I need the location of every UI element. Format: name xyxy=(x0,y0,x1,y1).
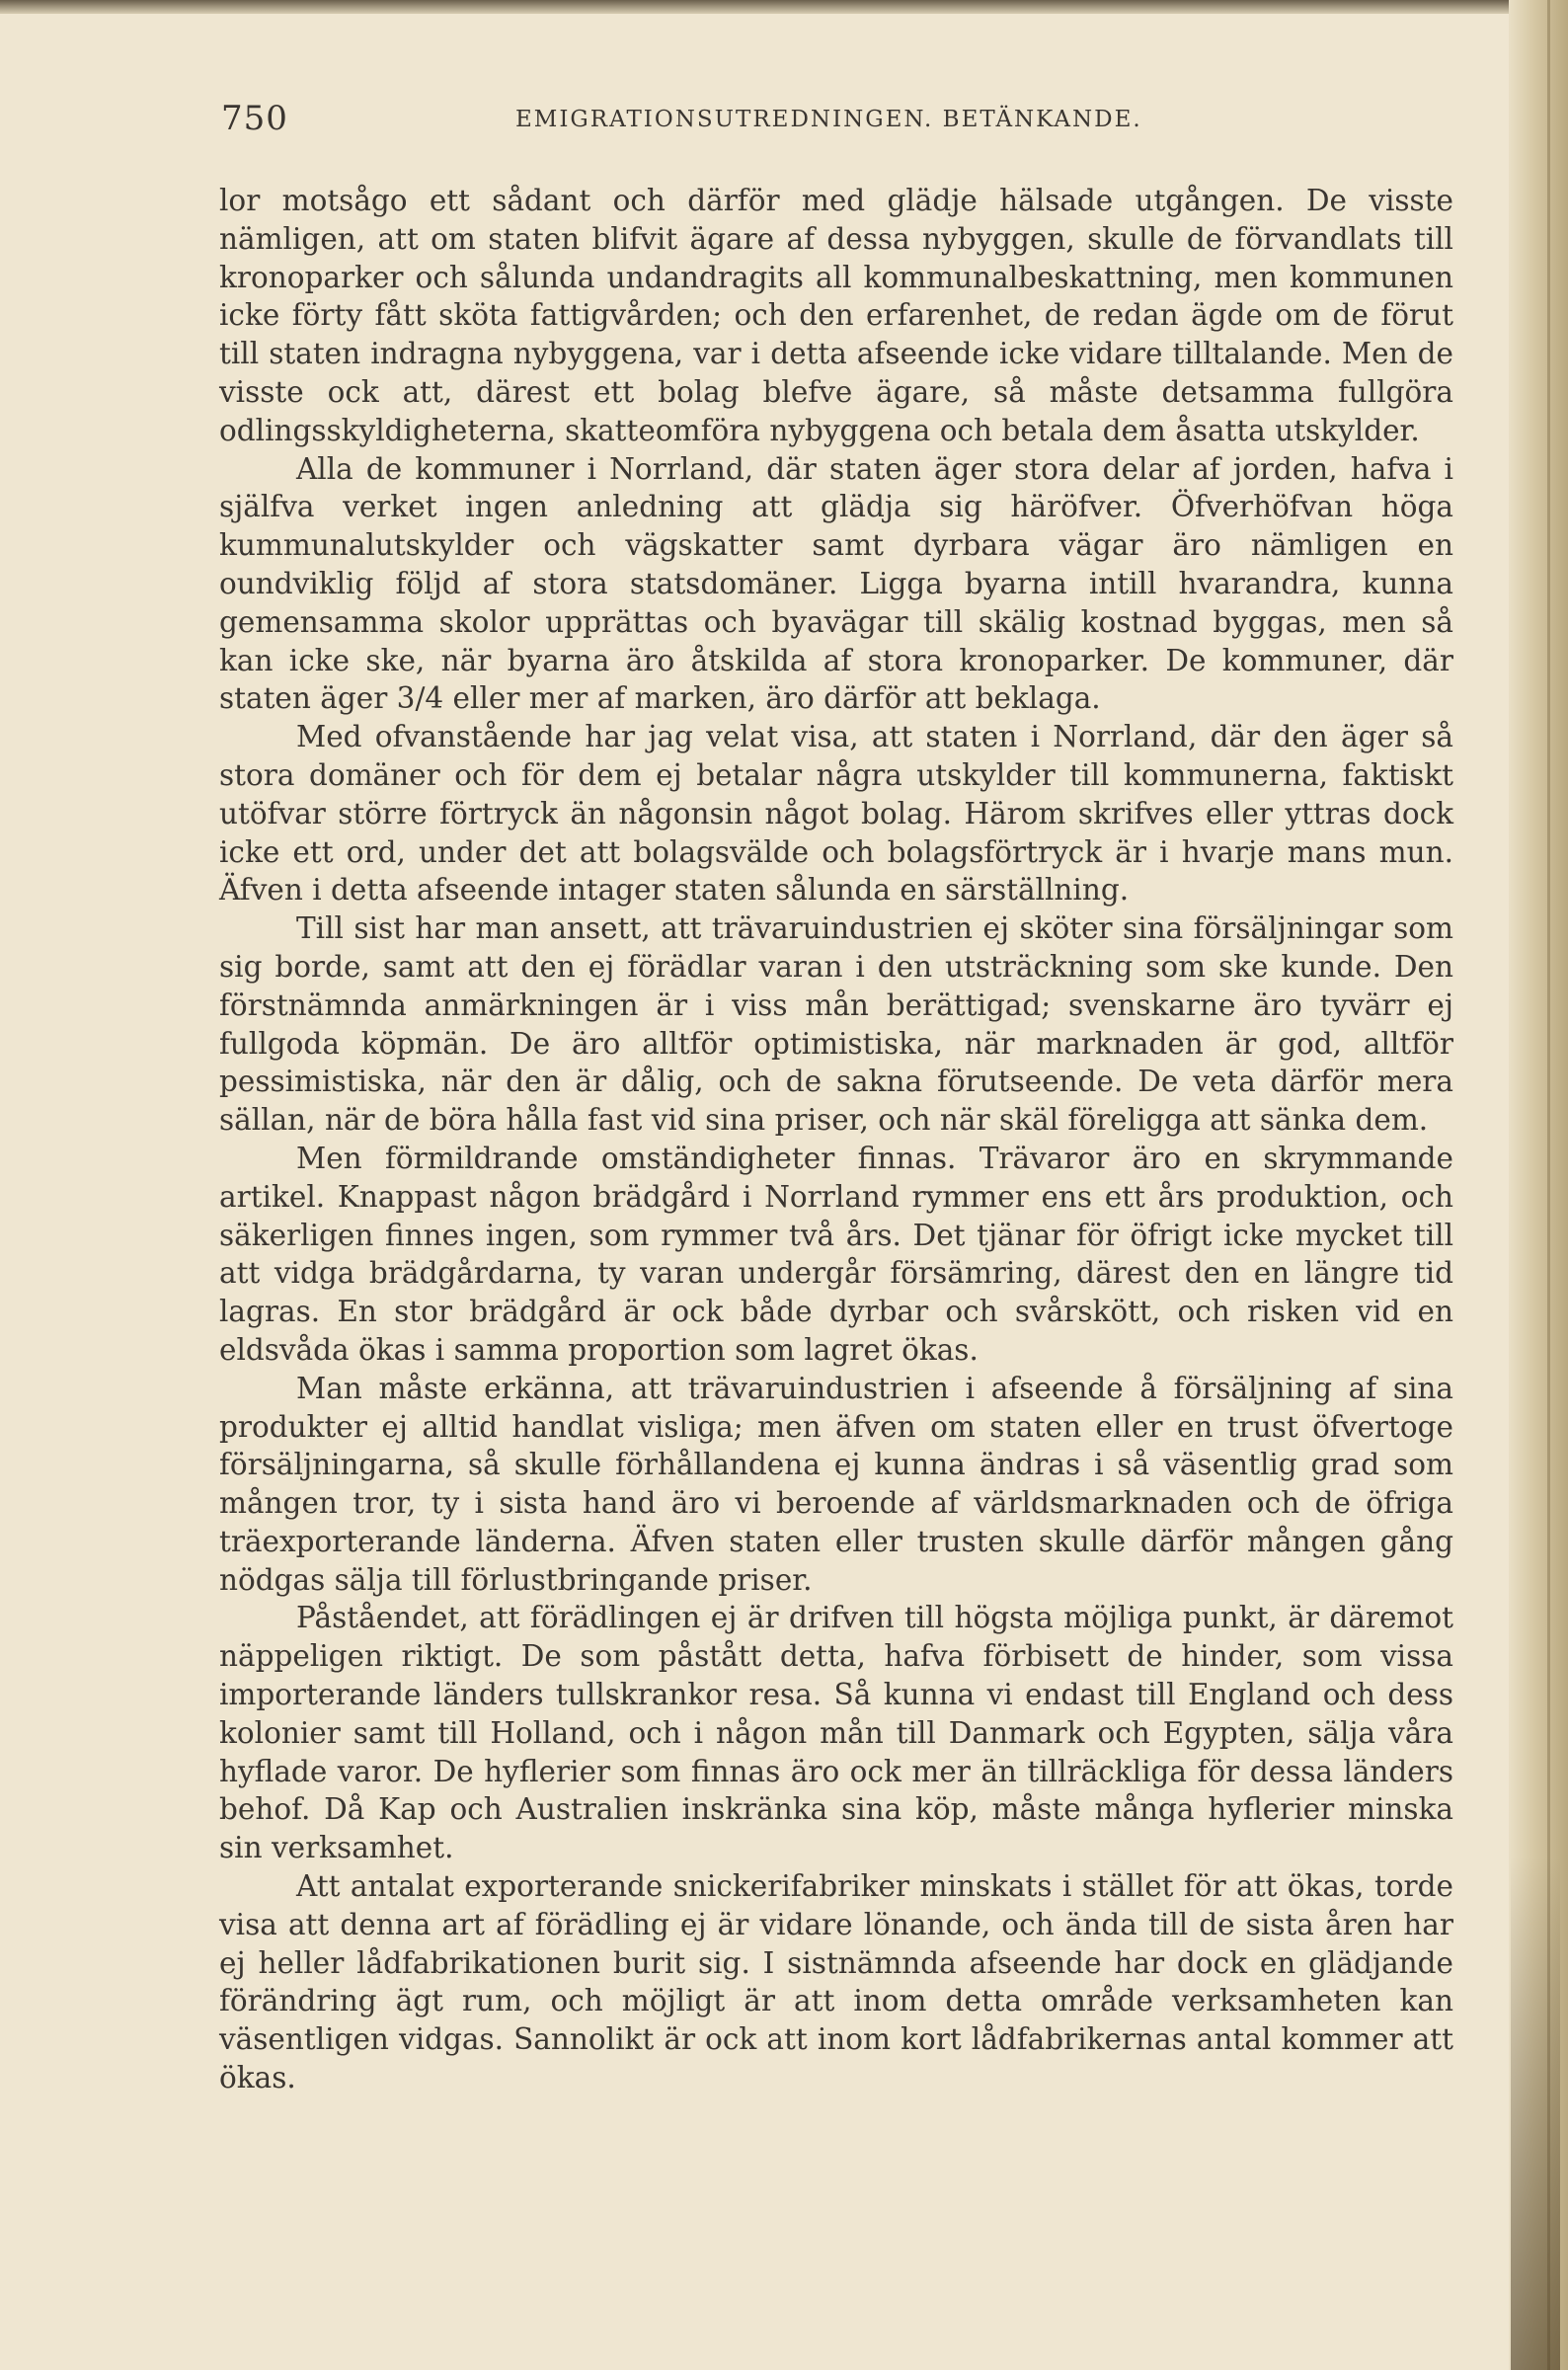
paragraph: Till sist har man ansett, att trävaruindustrien ej sköter sina försäljningar som sig borde, samt att den ej förädlar varan i den utsträckning som ske kunde. Den förstnämnda anmärkningen är i viss mån berättigad; svenskarne äro tyvärr ej fullgoda köpmän. De äro alltför optimistiska, när marknaden är god, alltför pessimistiska, när den är dålig, och de sakna förutseende. De veta därför mera sällan, när de böra hålla fast vid sina priser, och när skäl föreligga att sänka dem. xyxy=(219,911,1453,1138)
paragraph: Man måste erkänna, att trävaruindustrien i afseende å försäljning af sina produkter ej alltid handlat visliga; men äfven om staten eller en trust öfvertoge försäljningarna, så skulle förhållandena ej kunna ändras i så väsentlig grad som mången tror, ty i sista hand äro vi beroende af världsmarknaden och de öfriga träexporterande länderna. Äfven staten eller trusten skulle därför mången gång nödgas sälja till förlustbringande priser. xyxy=(219,1371,1453,1597)
scan-top-edge xyxy=(0,0,1568,14)
running-title: EMIGRATIONSUTREDNINGEN. BETÄNKANDE. xyxy=(515,107,1142,132)
paragraph-continued: lor motsågo ett sådant och därför med glädje hälsade utgången. De visste nämligen, att om staten blifvit ägare af dessa nybyggen, skulle de förvandlats till kronoparker och sålunda undandragits all kommunalbeskattning, men kommunen icke förty fått sköta fattigvården; och den erfarenhet, de redan ägde om de förut till staten indragna nybyggena, var i detta afseende icke vidare tilltalande. Men de visste ock att, därest ett bolag blefve ägare, så måste detsamma fullgöra odlingsskyldigheterna, skatteomföra nybyggena och betala dem åsatta utskylder. xyxy=(219,184,1453,447)
running-head xyxy=(219,99,1453,154)
page-number: 750 xyxy=(221,99,288,138)
paragraph: Men förmildrande omständigheter finnas. Trävaror äro en skrymmande artikel. Knappast någon brädgård i Norrland rymmer ens ett års produktion, och säkerligen finnes ingen, som rymmer två års. Det tjänar för öfrigt icke mycket till att vidga brädgårdarna, ty varan undergår försämring, därest den en längre tid lagras. En stor brädgård är ock både dyrbar och svårskött, och risken vid en eldsvåda ökas i samma proportion som lagret ökas. xyxy=(219,1141,1453,1367)
paragraph: Påståendet, att förädlingen ej är drifven till högsta möjliga punkt, är däremot näppeligen riktigt. De som påstått detta, hafva förbisett de hinder, som vissa importerande länders tullskrankor resa. Så kunna vi endast till England och dess kolonier samt till Holland, och i någon mån till Danmark och Egypten, sälja våra hyflade varor. De hyflerier som finnas äro ock mer än tillräckliga för dessa länders behof. Då Kap och Australien inskränka sina köp, måste många hyflerier minska sin verksamhet. xyxy=(219,1601,1453,1865)
paragraph: Med ofvanstående har jag velat visa, att staten i Norrland, där den äger så stora domäner och för dem ej betalar några utskylder till kommunerna, faktiskt utöfvar större förtryck än någonsin något bolag. Härom skrifves eller yttras dock icke ett ord, under det att bolagsvälde och bolagsförtryck är i hvarje mans mun. Äfven i detta afseende intager staten sålunda en särställning. xyxy=(219,720,1453,908)
book-page xyxy=(219,99,1453,2097)
body-text xyxy=(219,182,1453,2097)
scan-shadow xyxy=(1511,1856,1560,2370)
paragraph: Att antalat exporterande snickerifabriker minskats i stället för att ökas, torde visa att denna art af förädling ej är vidare lönande, och ända till de sista åren har ej heller lådfabrikationen burit sig. I sistnämnda afseende har dock en glädjande förändring ägt rum, och möjligt är att inom detta område verksamheten kan väsentligen vidgas. Sannolikt är ock att inom kort lådfabrikernas antal kommer att ökas. xyxy=(219,1869,1453,2095)
paragraph: Alla de kommuner i Norrland, där staten äger stora delar af jorden, hafva i själfva verket ingen anledning att glädja sig häröfver. Öfverhöfvan höga kummunalutskylder och vägskatter samt dyrbara vägar äro nämligen en oundviklig följd af stora statsdomäner. Ligga byarna intill hvarandra, kunna gemensamma skolor upprättas och byavägar till skälig kostnad byggas, men så kan icke ske, när byarna äro åtskilda af stora kronoparker. De kommuner, där staten äger 3/4 eller mer af marken, äro därför att beklaga. xyxy=(219,451,1453,716)
